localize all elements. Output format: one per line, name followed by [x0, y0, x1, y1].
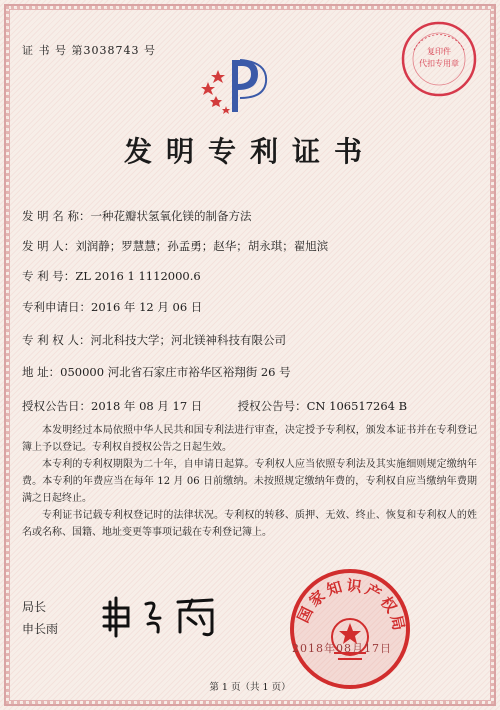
svg-text:代扣专用章: 代扣专用章	[419, 59, 459, 68]
director-name: 申长雨	[22, 622, 59, 636]
svg-text:国家知识产权局: 国家知识产权局	[293, 576, 409, 635]
field-invention-name	[22, 208, 251, 224]
official-seal-icon	[286, 565, 414, 693]
body-paragraph: 专利证书记载专利权登记时的法律状况。专利权的转移、质押、无效、终止、恢复和专利权人的姓名或名称、国籍、地址变更等事项记载在专利登记簿上。	[22, 510, 477, 538]
field-label: 专 利 权 人：	[22, 333, 91, 347]
director-signature	[100, 590, 230, 640]
page-footer: 第 1 页（共 1 页）	[209, 682, 291, 693]
field-grant-info	[22, 398, 407, 414]
certificate-title: 发明专利证书	[123, 135, 376, 168]
field-label: 发 明 名 称：	[22, 209, 91, 223]
field-label: 专 利 号：	[22, 269, 76, 283]
field-label: 发 明 人：	[22, 239, 76, 253]
field-value: 一种花瓣状氢氧化镁的制备方法	[90, 209, 252, 223]
certificate-number: 证 书 号 第3038743 号	[22, 44, 156, 57]
seal-date: 2018年08月17日	[292, 642, 392, 655]
grant-number-label: 授权公告号：	[237, 399, 307, 413]
body-paragraph: 本发明经过本局依照中华人民共和国专利法进行审查，决定授予专利权，颁发本证书并在专利登记簿上予以登记。专利权自授权公告之日起生效。	[22, 425, 477, 453]
field-label: 地 址：	[22, 365, 61, 379]
field-address	[22, 364, 291, 380]
grant-date-label: 授权公告日：	[22, 399, 91, 413]
field-patent-number	[22, 268, 201, 284]
field-value: 河北科技大学；河北镁神科技有限公司	[90, 333, 286, 347]
field-inventors	[22, 238, 328, 254]
field-value: ZL 2016 1 1112000.6	[75, 269, 201, 283]
certificate-body	[22, 422, 477, 541]
field-value: 2016 年 12 月 06 日	[91, 300, 203, 314]
field-value: 050000 河北省石家庄市裕华区裕翔街 26 号	[60, 365, 291, 379]
svg-text:复印件: 复印件	[427, 47, 451, 56]
field-application-date	[22, 299, 202, 315]
grant-number-value: CN 106517264 B	[306, 399, 408, 413]
director-title: 局长	[22, 600, 47, 614]
patent-office-logo-icon	[196, 52, 276, 120]
grant-date-value: 2018 年 08 月 17 日	[91, 399, 203, 413]
field-value: 刘润静；罗慧慧；孙孟勇；赵华；胡永琪；翟旭滨	[75, 239, 329, 253]
body-paragraph: 本专利的专利权期限为二十年，自申请日起算。专利权人应当依照专利法及其实施细则规定缴纳年费。本专利的年费应当在每年 12 月 06 日前缴纳。未按照规定缴纳年费的，专利权自应当缴纳年费期满之日起终止。	[22, 459, 477, 504]
copy-stamp-icon	[400, 20, 478, 98]
field-label: 专利申请日：	[22, 300, 91, 314]
field-patentee	[22, 332, 286, 348]
